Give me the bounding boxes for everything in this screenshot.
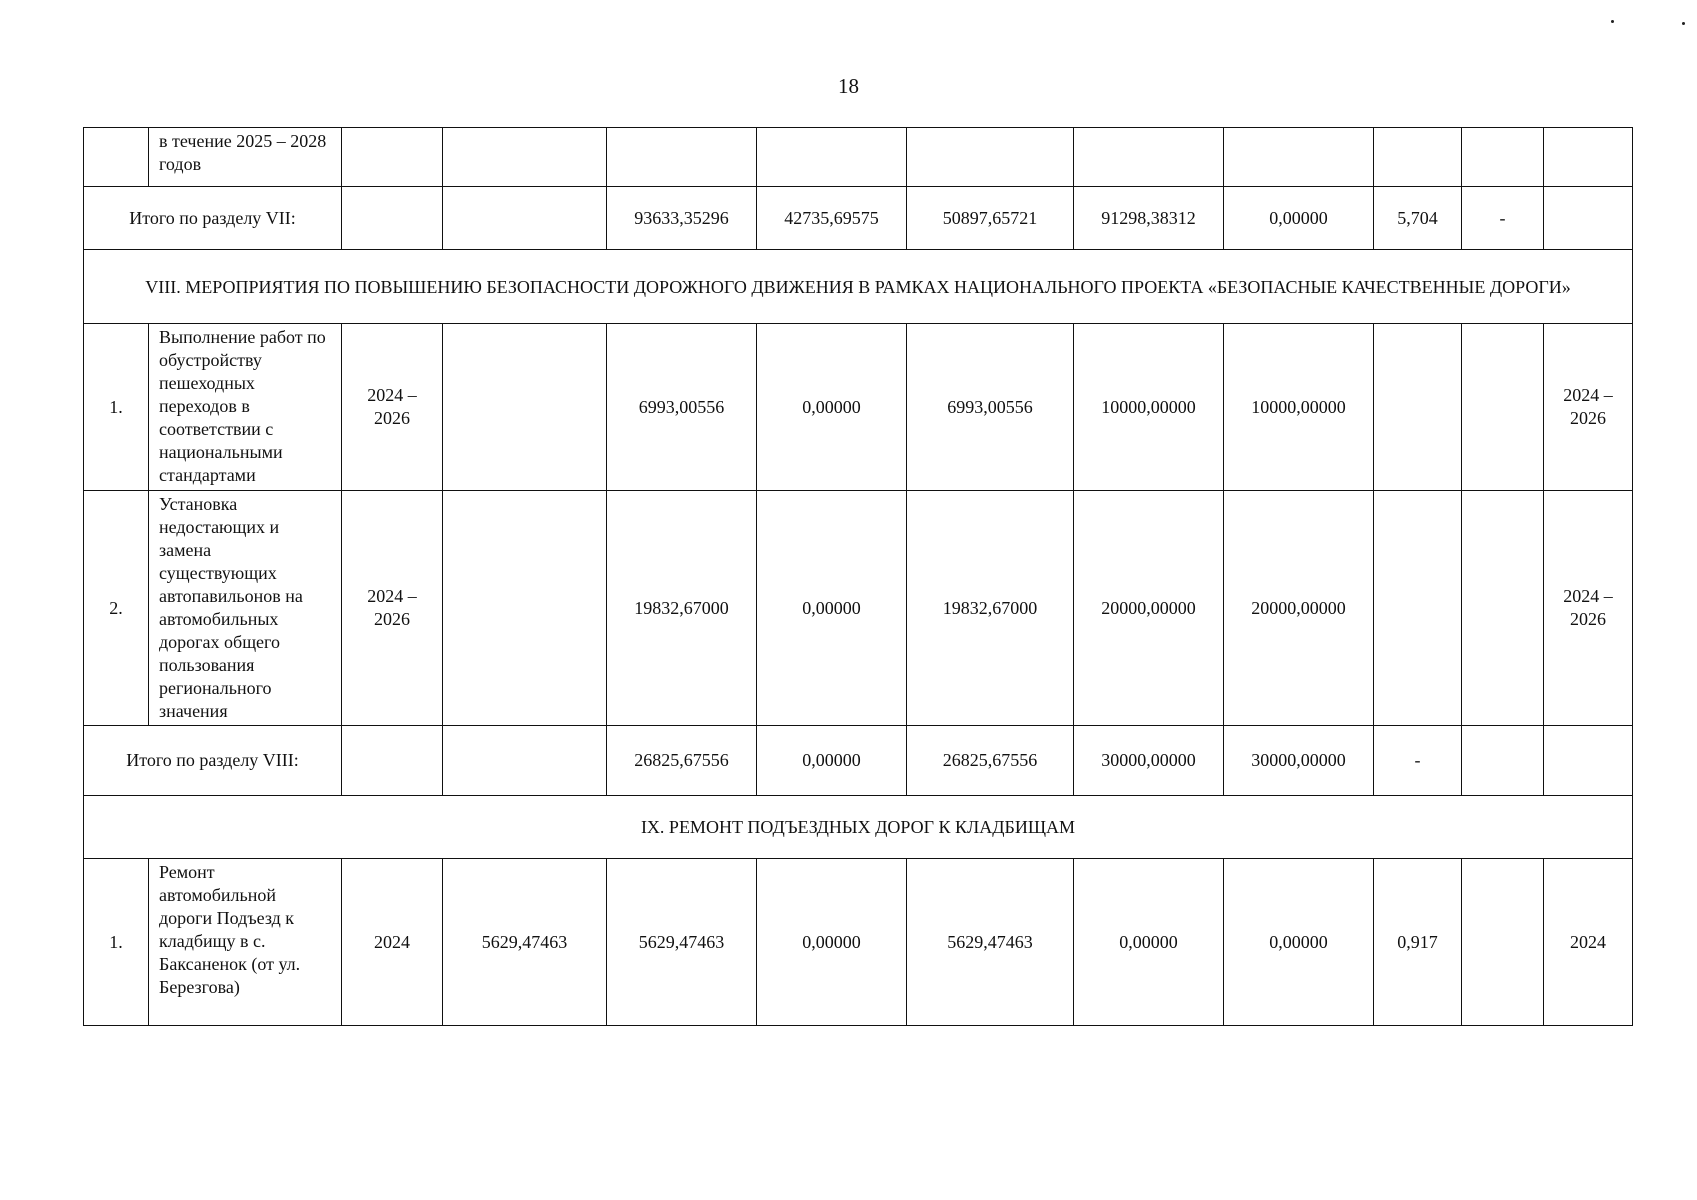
- cell: [443, 726, 607, 796]
- cell: 0,00000: [1074, 859, 1224, 1026]
- cell: [1544, 726, 1633, 796]
- period-cell: 2024 – 2026: [1544, 491, 1633, 726]
- measure-name-cell: Выполнение работ по обустройству пешеходных переходов в соответствии с национальными стандартами: [149, 324, 342, 491]
- cell: [1462, 128, 1544, 187]
- cell: -: [1462, 187, 1544, 250]
- cell: [1374, 128, 1462, 187]
- scan-mark: [1611, 20, 1614, 23]
- table-row-total-vii: [84, 187, 1633, 250]
- cell: [907, 128, 1074, 187]
- cell: 10000,00000: [1224, 324, 1374, 491]
- table-row-continuation: [84, 128, 1633, 187]
- cell: [443, 324, 607, 491]
- cell: 0,00000: [757, 491, 907, 726]
- total-label: Итого по разделу VIII:: [84, 726, 342, 796]
- cell: 6993,00556: [907, 324, 1074, 491]
- row-number-cell: [84, 128, 149, 187]
- cell: [1462, 859, 1544, 1026]
- cell: 19832,67000: [907, 491, 1074, 726]
- cell: 5629,47463: [907, 859, 1074, 1026]
- cell: [342, 128, 443, 187]
- cell: 0,917: [1374, 859, 1462, 1026]
- period-cell: 2024 – 2026: [342, 324, 443, 491]
- section-heading-ix: IX. РЕМОНТ ПОДЪЕЗДНЫХ ДОРОГ К КЛАДБИЩАМ: [84, 796, 1633, 859]
- cell: 26825,67556: [607, 726, 757, 796]
- period-cell: 2024 – 2026: [1544, 324, 1633, 491]
- row-number-cell: 1.: [84, 324, 149, 491]
- cell: [1462, 726, 1544, 796]
- section-heading-row-ix: [84, 796, 1633, 859]
- cell: 6993,00556: [607, 324, 757, 491]
- cell: [1074, 128, 1224, 187]
- cell: [1374, 491, 1462, 726]
- cell: 42735,69575: [757, 187, 907, 250]
- cell: 0,00000: [1224, 859, 1374, 1026]
- cell: [757, 128, 907, 187]
- row-number-cell: 2.: [84, 491, 149, 726]
- cell: [342, 187, 443, 250]
- cell: 50897,65721: [907, 187, 1074, 250]
- cell: 0,00000: [757, 324, 907, 491]
- measure-name-cell: Ремонт автомобильной дороги Подъезд к кладбищу в с. Баксаненок (от ул. Березгова): [149, 859, 342, 1026]
- cell: 0,00000: [1224, 187, 1374, 250]
- cell: [443, 128, 607, 187]
- page-number: 18: [838, 74, 859, 98]
- cell: 5629,47463: [443, 859, 607, 1026]
- cell: 10000,00000: [1074, 324, 1224, 491]
- cell: 20000,00000: [1074, 491, 1224, 726]
- cell: 91298,38312: [1074, 187, 1224, 250]
- table-row: [84, 859, 1633, 1026]
- measure-name-cell: Установка недостающих и замена существующих автопавильонов на автомобильных дорогах общего пользования регионального значения: [149, 491, 342, 726]
- cell: [1544, 128, 1633, 187]
- cell: 93633,35296: [607, 187, 757, 250]
- table-row: [84, 324, 1633, 491]
- cell: [1462, 324, 1544, 491]
- cell: 30000,00000: [1224, 726, 1374, 796]
- cell: [443, 491, 607, 726]
- measure-name-cell: в течение 2025 – 2028 годов: [149, 128, 342, 187]
- period-cell: 2024: [1544, 859, 1633, 1026]
- cell: [443, 187, 607, 250]
- period-cell: 2024: [342, 859, 443, 1026]
- program-table: [83, 127, 1633, 1026]
- cell: 26825,67556: [907, 726, 1074, 796]
- period-cell: 2024 – 2026: [342, 491, 443, 726]
- cell: [1224, 128, 1374, 187]
- cell: -: [1374, 726, 1462, 796]
- cell: 20000,00000: [1224, 491, 1374, 726]
- cell: 0,00000: [757, 726, 907, 796]
- cell: [1374, 324, 1462, 491]
- cell: 5629,47463: [607, 859, 757, 1026]
- total-label: Итого по разделу VII:: [84, 187, 342, 250]
- table-row: [84, 491, 1633, 726]
- cell: 0,00000: [757, 859, 907, 1026]
- section-heading-viii: VIII. МЕРОПРИЯТИЯ ПО ПОВЫШЕНИЮ БЕЗОПАСНОСТИ ДОРОЖНОГО ДВИЖЕНИЯ В РАМКАХ НАЦИОНАЛЬНОГО ПРОЕКТА «БЕЗОПАСНЫЕ КАЧЕСТВЕННЫЕ ДОРОГИ»: [84, 250, 1633, 324]
- cell: [342, 726, 443, 796]
- cell: 19832,67000: [607, 491, 757, 726]
- table-row-total-viii: [84, 726, 1633, 796]
- cell: 5,704: [1374, 187, 1462, 250]
- cell: [1544, 187, 1633, 250]
- cell: [1462, 491, 1544, 726]
- cell: 30000,00000: [1074, 726, 1224, 796]
- scan-mark: [1682, 22, 1685, 25]
- row-number-cell: 1.: [84, 859, 149, 1026]
- section-heading-row-viii: [84, 250, 1633, 324]
- cell: [607, 128, 757, 187]
